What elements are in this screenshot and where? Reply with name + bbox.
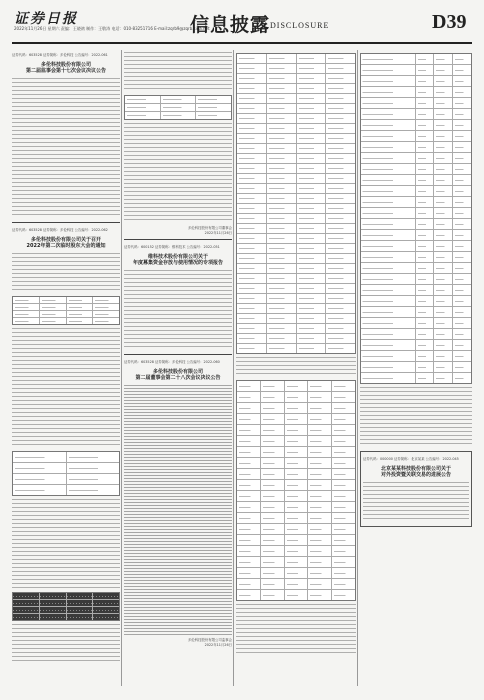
notice-title: 维科技术股份有限公司关于 年度募集资金存放与使用情况的专项报告 [132,254,223,266]
financial-table [236,53,356,354]
masthead-logo: 证券日报 [14,11,78,27]
notice-body [12,499,120,589]
data-table [12,592,120,621]
signature: 多伦科技股份有限公司监事会 2022年11月26日 [187,638,232,647]
divider [12,222,120,223]
notice-body [360,387,472,447]
section-title-en: DISCLOSURE [270,21,330,30]
notice-body [236,604,356,654]
data-table [12,296,120,325]
data-table [12,451,120,496]
column-3 [236,50,356,686]
notice-code: 证券代码：603528 证券简称：多伦科技 公告编号：2022-062 [12,228,108,232]
column-divider [121,50,122,686]
divider [124,354,232,355]
notice-body [12,328,120,448]
header-rule [12,42,472,44]
notice-code: 证券代码：603528 证券简称：多伦科技 公告编号：2022-060 [124,360,220,364]
notice-body [236,357,356,377]
masthead-meta: 2022年11月26日 星期六 责编：王晓鸽 制作：王敬涛 电话：010-83251716 E-mail:zqrb9@zqrb.sina.net [14,26,210,31]
column-1 [12,50,120,686]
notice-box [360,451,472,527]
notice-body [12,78,120,218]
notice-body [363,482,469,522]
column-2 [124,50,232,686]
notice-title: 多伦科技股份有限公司 第二届董事会第二十八次会议决议公告 [135,369,221,381]
data-table [124,95,232,120]
financial-table [360,53,472,384]
notice-body [12,624,120,664]
notice-body [124,385,232,635]
notice-title: 北京某某科技股份有限公司关于 对外投资暨关联交易的进展公告 [380,466,451,478]
column-divider [233,50,234,686]
section-title: 信息披露 [190,14,271,36]
divider [124,239,232,240]
page-header [0,0,484,44]
column-4 [360,50,472,686]
signature: 多伦科技股份有限公司董事会 2022年11月26日 [187,226,232,235]
page-number: D39 [432,11,467,33]
column-divider [357,50,358,686]
notice-title: 多伦科技股份有限公司 第二届监事会第十七次会议决议公告 [25,62,106,74]
financial-table [236,380,356,601]
notice-body [124,52,232,92]
notice-code: 证券代码：000000 证券简称：北京某某 公告编号：2022-045 [363,457,459,461]
notice-code: 证券代码：603528 证券简称：多伦科技 公告编号：2022-061 [12,53,108,57]
notice-code: 证券代码：600152 证券简称：维科技术 公告编号：2022-051 [124,245,220,249]
notice-body [124,270,232,350]
notice-body [124,123,232,223]
notice-title: 多伦科技股份有限公司关于召开 2022年第二次临时股东大会的通知 [26,237,106,249]
notice-body [12,253,120,293]
